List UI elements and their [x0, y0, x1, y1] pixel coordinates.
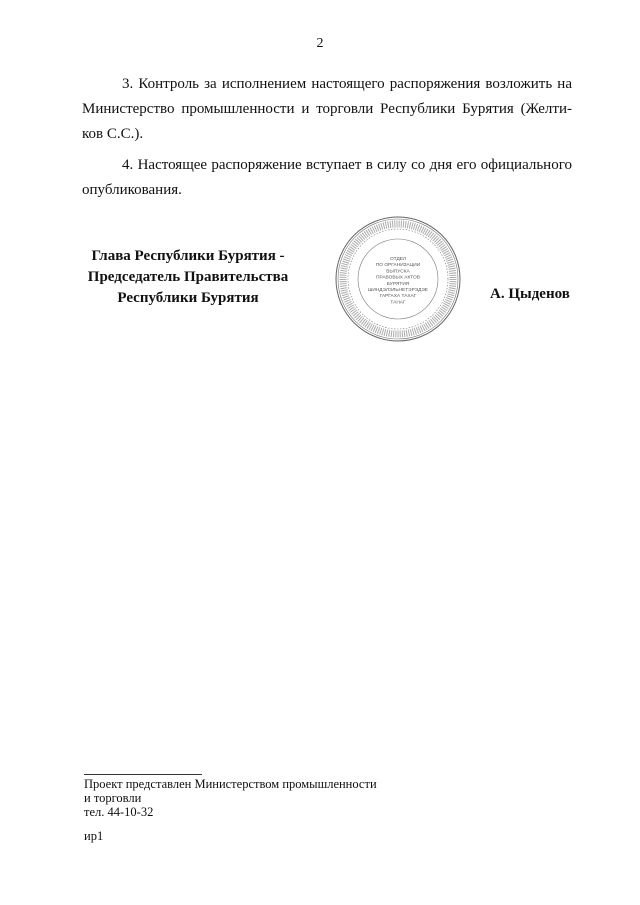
footer-line: тел. 44-10-32: [84, 805, 154, 819]
seal-text-line: ПРАВОВЫХ АКТОВ: [376, 275, 420, 281]
paragraph-4: [82, 153, 572, 203]
signatory-title: [82, 246, 294, 309]
paragraph-line: Министерство промышленности и торговли Республики Бурятия (Желти-: [82, 101, 572, 117]
official-seal: [333, 214, 463, 344]
footer-line: и торговли: [84, 791, 142, 805]
seal-text-line: ПО ОРГАНИЗАЦИИ: [375, 263, 421, 269]
seal-text-line: ВЫПУСКА: [386, 269, 410, 275]
paragraph-3: [82, 72, 572, 147]
signatory-title-line: Республики Бурятия: [117, 290, 259, 306]
paragraph-line: опубликования.: [82, 182, 182, 198]
page-number: 2: [316, 36, 324, 51]
paragraph-line: ков С.С.).: [82, 126, 144, 142]
seal-text-line: БУРЯТИЯ: [386, 281, 410, 287]
signatory-name: А. Цыденов: [490, 286, 570, 302]
paragraph-line: 4. Настоящее распоряжение вступает в силу со дня его официального: [122, 157, 572, 173]
footer-divider: [84, 774, 202, 775]
signatory-title-line: Председатель Правительства: [87, 269, 289, 285]
footer-note: [84, 777, 377, 819]
signatory-title-line: Глава Республики Бурятия -: [91, 248, 285, 264]
seal-text-line: ТАНАГ: [390, 300, 406, 306]
registration-code: ир1: [84, 829, 104, 843]
seal-text-line: ШИНДЭЛЭЛЬНЕТЭРЭДЭЕ: [367, 288, 429, 293]
paragraph-line: 3. Контроль за исполнением настоящего распоряжения возложить на: [122, 76, 572, 92]
seal-text-line: ГАРГАХА ТАХАГ: [379, 294, 417, 300]
footer-line: Проект представлен Министерством промышленности: [84, 777, 377, 791]
seal-text-line: ОТДЕЛ: [389, 257, 407, 262]
